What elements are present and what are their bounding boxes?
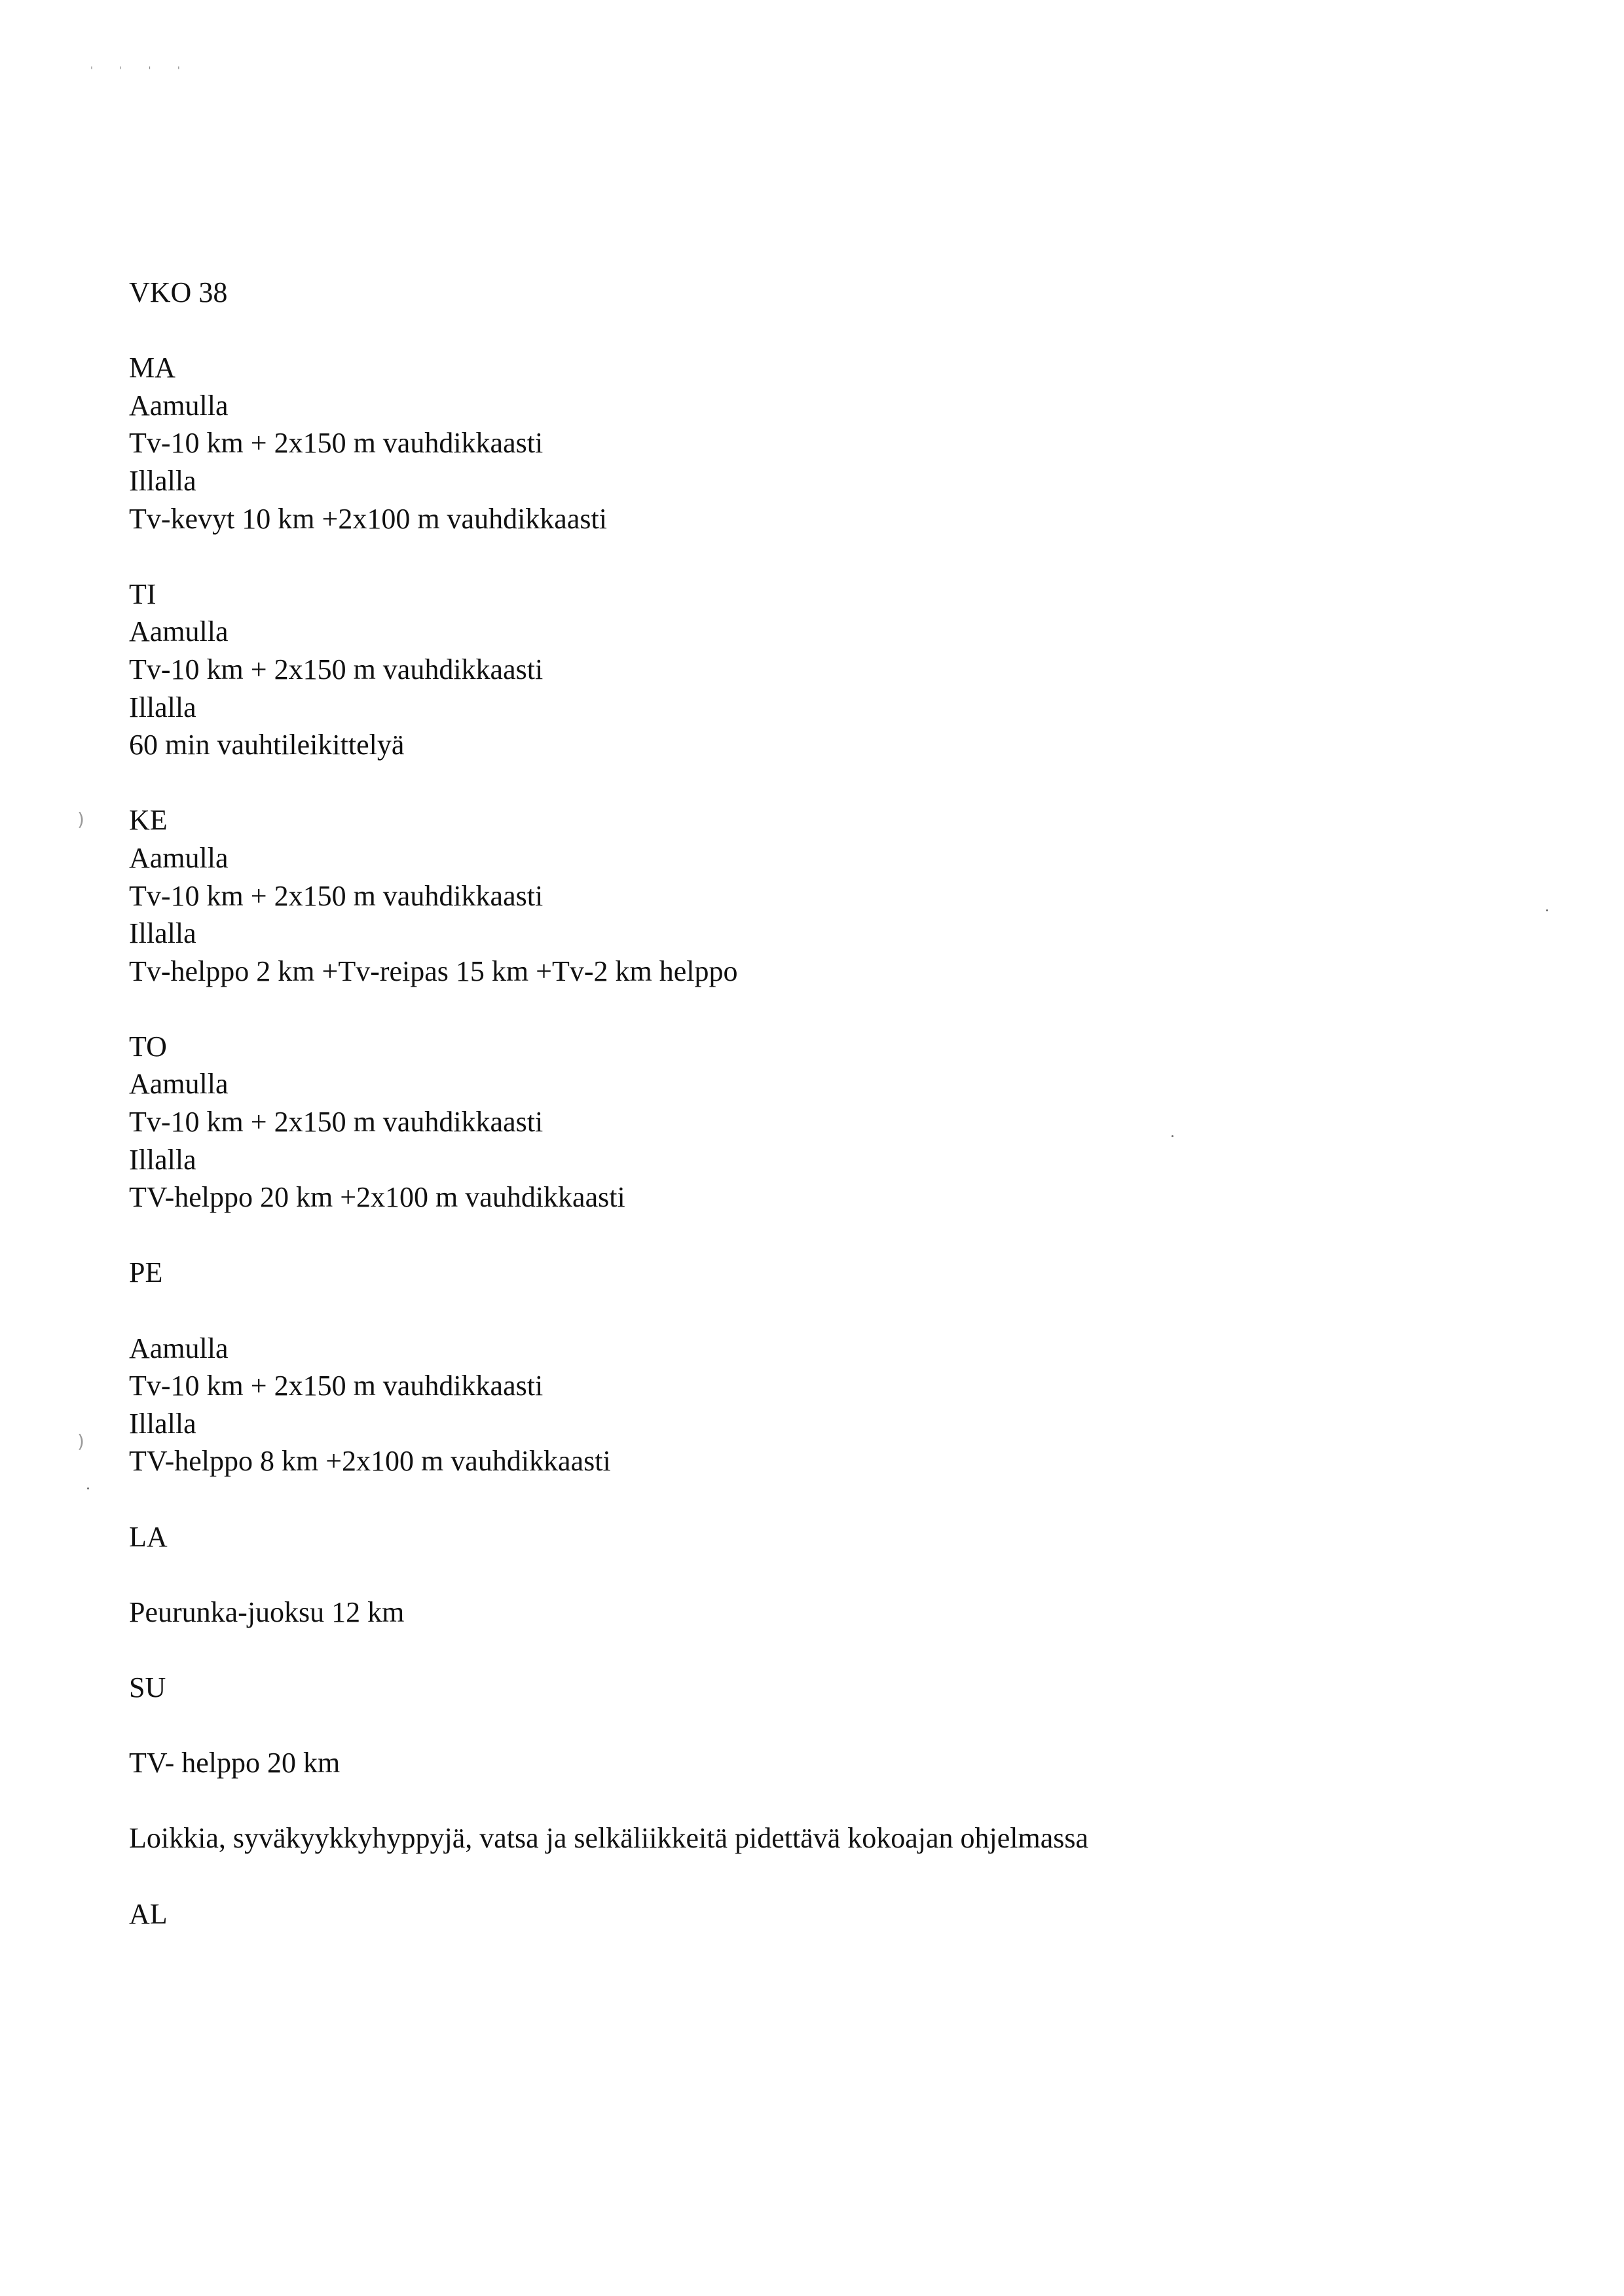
day-lines (129, 1744, 1504, 1782)
day-block-su (129, 1669, 1504, 1782)
day-line: Aamulla (129, 615, 229, 648)
scan-artifact (1546, 909, 1548, 911)
scan-artifact: ) (77, 1430, 84, 1452)
document-body (129, 274, 1504, 1933)
day-line: Illalla (129, 691, 196, 723)
day-line: Tv-10 km + 2x150 m vauhdikkaasti (129, 1370, 544, 1402)
day-line: Tv-kevyt 10 km +2x100 m vauhdikkaasti (129, 502, 607, 535)
day-block-la (129, 1518, 1504, 1631)
day-label: PE (129, 1256, 163, 1289)
training-note-block (129, 1819, 1504, 1857)
day-line: Aamulla (129, 841, 229, 874)
day-lines (129, 1330, 1504, 1480)
day-block-pe (129, 1254, 1504, 1480)
scan-artifact: ) (77, 809, 84, 830)
scan-artifact (87, 1487, 89, 1489)
day-label: LA (129, 1520, 168, 1553)
day-block-ma (129, 349, 1504, 538)
signature-initials: AL (129, 1897, 168, 1930)
day-block-to (129, 1028, 1504, 1216)
day-label: SU (129, 1671, 166, 1704)
day-line: Tv-10 km + 2x150 m vauhdikkaasti (129, 1106, 544, 1139)
day-line: 60 min vauhtileikittelyä (129, 729, 405, 761)
signature-block (129, 1895, 1504, 1933)
day-line: TV-helppo 20 km +2x100 m vauhdikkaasti (129, 1181, 625, 1214)
day-label: TI (129, 577, 157, 610)
day-line: Illalla (129, 1407, 196, 1440)
day-line: TV- helppo 20 km (129, 1747, 341, 1779)
day-line: Tv-10 km + 2x150 m vauhdikkaasti (129, 879, 544, 912)
day-label: TO (129, 1030, 167, 1063)
week-heading: VKO 38 (129, 276, 228, 308)
day-line: Aamulla (129, 1332, 229, 1364)
day-line: Tv-10 km + 2x150 m vauhdikkaasti (129, 427, 544, 460)
day-line: Illalla (129, 464, 196, 497)
day-line: Tv-10 km + 2x150 m vauhdikkaasti (129, 653, 544, 685)
day-line: Illalla (129, 917, 196, 950)
day-label: KE (129, 804, 168, 837)
day-label: MA (129, 352, 175, 384)
day-line: Aamulla (129, 1068, 229, 1101)
day-lines (129, 1594, 1504, 1631)
day-line: Peurunka-juoksu 12 km (129, 1595, 405, 1628)
day-line: TV-helppo 8 km +2x100 m vauhdikkaasti (129, 1445, 611, 1478)
scan-marks: ' ' ' ' (90, 65, 192, 76)
day-block-ke (129, 801, 1504, 990)
day-line: Illalla (129, 1143, 196, 1176)
day-line: Tv-helppo 2 km +Tv-reipas 15 km +Tv-2 km helppo (129, 955, 738, 987)
day-line: Aamulla (129, 389, 229, 422)
training-note: Loikkia, syväkyykkyhyppyjä, vatsa ja selkäliikkeitä pidettävä kokoajan ohjelmassa (129, 1822, 1089, 1855)
day-block-ti (129, 575, 1504, 764)
